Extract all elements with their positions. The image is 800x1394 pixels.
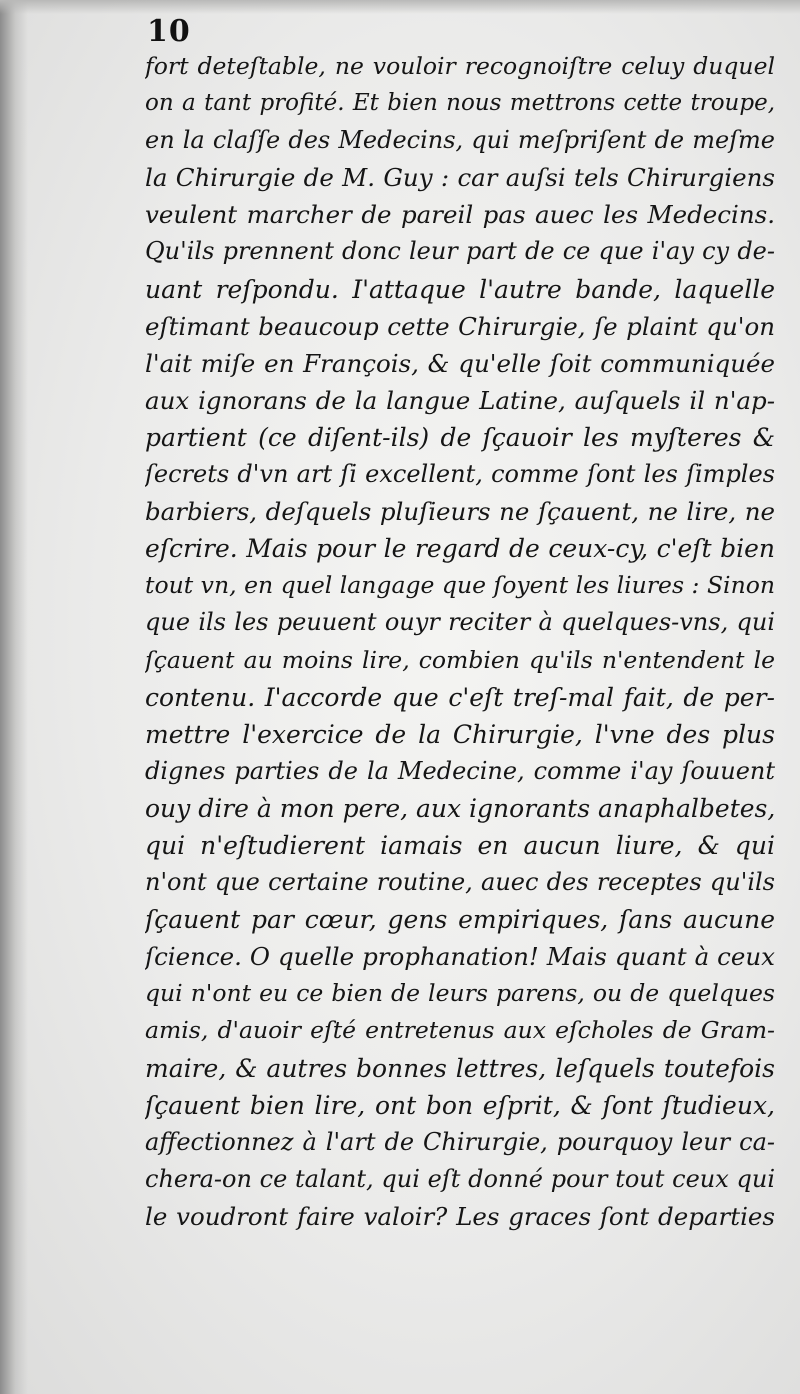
text-line: maire, & autres bonnes lettres, leſquels toutefois: [145, 1053, 775, 1083]
text-line: partient (ce diſent-ils) de ſçauoir les myſteres &: [145, 422, 775, 452]
text-line: ouy dire à mon pere, aux ignorants anaphalbetes,: [145, 793, 775, 823]
text-line: mettre l'exercice de la Chirurgie, l'vne des plus: [145, 719, 775, 749]
text-line: contenu. I'accorde que c'eſt treſ-mal fait, de per-: [145, 682, 775, 712]
text-line: fort deteſtable, ne vouloir recognoiſtre celuy duquel: [145, 52, 775, 80]
text-line: ſçauent au moins lire, combien qu'ils n'entendent le: [145, 645, 775, 674]
text-line: ſçauent bien lire, ont bon eſprit, & ſont ſtudieux,: [145, 1090, 775, 1120]
text-line: en la claſſe des Medecins, qui meſpriſent de meſme: [145, 126, 775, 155]
text-line: on a tant profité. Et bien nous mettrons cette troupe,: [145, 90, 775, 117]
text-line: eſcrire. Mais pour le regard de ceux-cy, c'eſt bien: [145, 534, 775, 564]
text-line: ſcience. O quelle prophanation! Mais quant à ceux: [145, 942, 775, 972]
text-line: Qu'ils prennent donc leur part de ce que i'ay cy de-: [145, 237, 775, 266]
text-line: aux ignorans de la langue Latine, auſquels il n'ap-: [145, 385, 775, 415]
page-gutter-shadow: [0, 0, 28, 1394]
text-line: eſtimant beaucoup cette Chirurgie, ſe plaint qu'on: [145, 311, 775, 341]
text-line: le voudront faire valoir? Les graces ſont departies: [145, 1201, 775, 1231]
text-line: qui n'ont eu ce bien de leurs parens, ou de quelques: [145, 979, 775, 1008]
text-line: la Chirurgie de M. Guy : car auſsi tels Chirurgiens: [145, 163, 775, 193]
text-line: n'ont que certaine routine, auec des receptes qu'ils: [145, 868, 775, 897]
body-text: [145, 48, 775, 1235]
text-line: affectionnez à l'art de Chirurgie, pourquoy leur ca-: [145, 1127, 775, 1156]
text-line: qui n'eſtudierent iamais en aucun liure, & qui: [145, 830, 775, 860]
text-line: chera-on ce talant, qui eſt donné pour tout ceux qui: [145, 1164, 775, 1193]
text-line: ſçauent par cœur, gens empiriques, ſans aucune: [145, 905, 775, 935]
text-line: tout vn, en quel langage que ſoyent les liures : Sinon: [145, 571, 775, 600]
text-line: ſecrets d'vn art ſi excellent, comme ſont les ſimples: [145, 460, 775, 489]
text-line: amis, d'auoir eſté entretenus aux eſcholes de Gram-: [145, 1016, 775, 1045]
text-line: barbiers, deſquels pluſieurs ne ſçauent, ne lire, ne: [145, 497, 775, 527]
text-line: dignes parties de la Medecine, comme i'ay ſouuent: [145, 756, 775, 785]
text-line: l'ait miſe en François, & qu'elle ſoit communiquée: [145, 348, 775, 378]
page-number: 10: [147, 14, 191, 49]
page-top-shadow: [0, 0, 800, 14]
text-line: veulent marcher de pareil pas auec les Medecins.: [145, 200, 775, 230]
text-line: uant reſpondu. I'attaque l'autre bande, laquelle: [145, 274, 775, 304]
text-line: que ils les peuuent ouyr reciter à quelques-vns, qui: [145, 608, 775, 637]
